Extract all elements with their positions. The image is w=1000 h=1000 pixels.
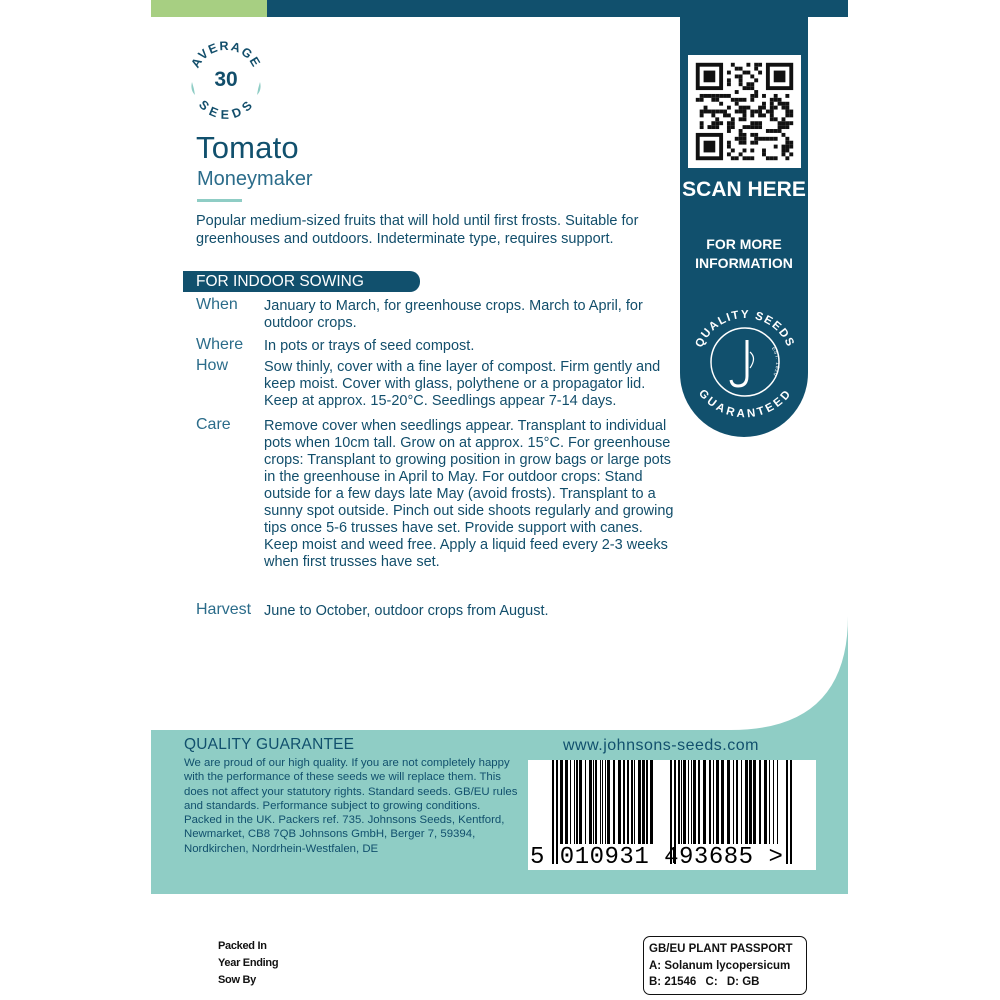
svg-text:EST. 1820 <box>770 346 780 377</box>
row-text: Sow thinly, cover with a fine layer of compost. Firm gently and keep moist. Cover with glass, polythene or a propagator lid. Keep at approx. 15-20°C. Seedlings appear 7-14 days. <box>264 359 661 409</box>
packing-info <box>218 938 278 989</box>
row-label: How <box>196 357 229 374</box>
passport-b: B: 21546 <box>649 976 697 988</box>
passport-row-bcd <box>649 974 801 991</box>
sow-by-label: Sow By <box>218 974 256 986</box>
svg-text:AVERAGE <box>188 40 263 70</box>
badge-bottom-text: SEEDS <box>196 97 256 120</box>
passport-c: C: <box>705 976 718 988</box>
svg-text:GUARANTEED <box>696 388 794 421</box>
quality-guarantee-title: QUALITY GUARANTEE <box>184 736 355 753</box>
barcode-number: 5 010931 493685 > <box>530 844 784 871</box>
qr-code-icon <box>688 55 801 168</box>
row-label: When <box>196 296 238 313</box>
row-text: In pots or trays of seed compost. <box>264 338 475 354</box>
passport-a: A: Solanum lycopersicum <box>649 959 791 972</box>
packed-in-label: Packed In <box>218 940 267 952</box>
qr-code[interactable] <box>688 55 801 168</box>
quality-guarantee-text: We are proud of our high quality. If you are not completely happy with the performance of these seeds we will replace them. This does not affect your statutory rights. Standard seeds. GB/EU rules and standards. Performance subject to growing conditions. Packed in the UK. Packers ref. 735. Johnsons Seeds, Kentford, Newmarket, CB8 7QB Johnsons GmbH, Berger 7, 59394, Nordkirchen, Nordrhein-Westfalen, DE <box>184 757 518 855</box>
row-label: Care <box>196 416 231 433</box>
row-text: January to March, for greenhouse crops. March to April, for outdoor crops. <box>264 298 643 331</box>
row-text: June to October, outdoor crops from August. <box>264 603 549 619</box>
scan-here-subtitle: FOR MORE INFORMATION <box>695 236 793 271</box>
badge-top-text: AVERAGE <box>188 40 264 71</box>
row-label: Harvest <box>196 601 252 618</box>
svg-text:QUALITY SEEDS <box>693 309 796 349</box>
svg-text:SEEDS <box>196 98 256 120</box>
passport-title: GB/EU PLANT PASSPORT <box>649 943 793 955</box>
passport-d: D: GB <box>726 976 760 988</box>
plant-passport <box>643 936 807 995</box>
badge-number: 30 <box>214 68 238 91</box>
year-ending-label: Year Ending <box>218 957 279 969</box>
product-name: Tomato <box>196 130 299 165</box>
row-text: Remove cover when seedlings appear. Transplant to individual pots when 10cm tall. Grow on at approx. 15°C. For greenhouse crops: Transplant to growing position in grow bags or large pots in the greenhouse in April to May. For outdoor crops: Stand outside for a few days late May (avoid frosts). Transplant to a sunny spot outside. Pinch out side shoots regularly and growing tips once 5-6 trusses have set. Provide support with canes. Keep moist and weed free. Apply a liquid feed every 2-3 weeks when first trusses have set. <box>264 418 674 570</box>
row-label: Where <box>196 336 244 353</box>
product-description: Popular medium-sized fruits that will hold until first frosts. Suitable for greenhouses and outdoors. Indeterminate type, requires support. <box>196 213 639 247</box>
scan-here-title: SCAN HERE <box>682 178 806 201</box>
top-accent-bar-green <box>151 0 267 17</box>
seal-top-text: QUALITY SEEDS <box>693 308 797 350</box>
top-accent-bar-blue <box>267 0 848 17</box>
title-divider <box>197 199 242 202</box>
seal-est-text: EST. 1820 <box>770 345 781 377</box>
average-seeds-badge <box>186 40 266 120</box>
product-variety: Moneymaker <box>197 168 313 190</box>
website-link[interactable]: www.johnsons-seeds.com <box>563 737 759 754</box>
seal-bottom-text: GUARANTEED <box>695 387 795 421</box>
quality-seeds-seal-icon <box>685 302 805 422</box>
indoor-sowing-header: FOR INDOOR SOWING <box>183 271 420 292</box>
